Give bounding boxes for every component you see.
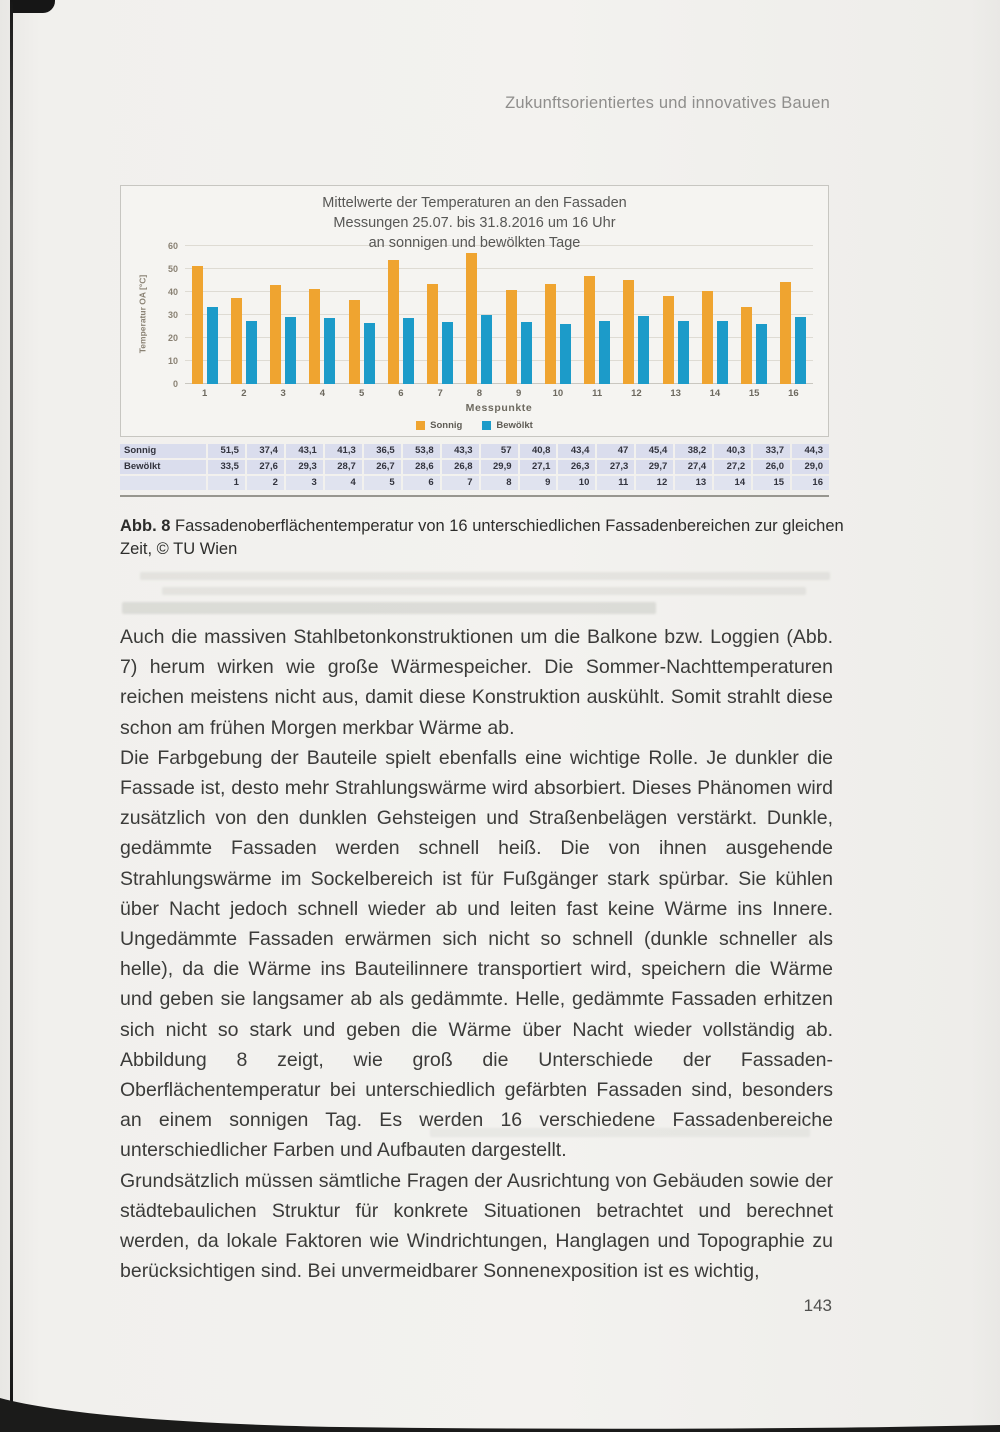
table-index-9: 9 [520,476,557,490]
bar-sonnig-10 [545,284,556,384]
table-index-2: 2 [247,476,284,490]
bleed-through-text [122,572,836,614]
table-index-4: 4 [325,476,362,490]
legend-label-sonnig: Sonnig [430,420,463,431]
x-tick-8: 8 [476,388,483,399]
bar-bewölkt-14 [717,321,728,384]
x-tick-9: 9 [515,388,522,399]
table-sonnig-2: 37,4 [247,444,284,458]
legend-swatch-bewölkt [482,421,491,430]
y-tick-10: 10 [167,356,178,366]
table-bewölkt-13: 27,4 [675,460,712,474]
figure-caption-text: Fassadenoberflächentemperatur von 16 unterschiedlichen Fassadenbereichen zur gleichen Zeit, © TU Wien [120,517,844,558]
table-sonnig-15: 33,7 [753,444,790,458]
running-header: Zukunftsorientiertes und innovatives Bauen [505,94,830,112]
legend-label-bewölkt: Bewölkt [496,420,533,431]
bar-sonnig-11 [584,276,595,384]
x-tick-4: 4 [319,388,326,399]
table-sonnig-7: 43,3 [442,444,479,458]
bar-group-12 [617,246,656,384]
x-tick-5: 5 [358,388,365,399]
table-index-16: 16 [792,476,829,490]
chart-legend [121,420,828,431]
table-bewölkt-11: 27,3 [597,460,634,474]
table-index-10: 10 [558,476,595,490]
bar-sonnig-12 [623,280,634,384]
bar-bewölkt-1 [207,307,218,384]
chart-title-line3: an sonnigen und bewölkten Tage [368,235,581,251]
bar-group-2 [224,246,263,384]
y-tick-0: 0 [172,379,178,389]
bar-bewölkt-16 [795,317,806,384]
bar-sonnig-3 [270,285,281,384]
y-tick-20: 20 [167,333,178,343]
table-bewölkt-4: 28,7 [325,460,362,474]
paragraph-2: Die Farbgebung der Bauteile spielt ebenfalls eine wichtige Rolle. Je dunkler die Fassade ist, desto mehr Strahlungswärme wird absorbiert. Dieses Phänomen wird zusätzlich von den dunklen Gehsteigen und Straßenbelägen verstärkt. Dunkle, gedämmte Fassaden werden schnell heiß. Die von ihnen ausgehende Strahlungswärme im Sockelbereich ist für Fußgänger stark spürbar. Sie kühlen über Nacht jedoch schnell wieder ab und leiten fast keine Wärme ins Innere. Ungedämmte Fassaden erwärmen sich nicht so schnell (dunkle schneller als helle), da die Wärme ins Bauteilinnere transportiert wird, speichern die Wärme und geben sie langsamer ab als gedämmte. Helle, gedämmte Fassaden erhitzen sich nicht so stark und geben die Wärme über Nacht wieder vollständig ab. Abbildung 8 zeigt, wie groß die Unterschiede der Fassaden-Oberflächentemperatur bei unterschiedlich gefärbten Fassaden sind, besonders an einem sonnigen Tag. Es werden 16 verschiedene Fassadenbereiche unterschiedlicher Farben und Aufbauten dargestellt. [120,746,833,1162]
x-tick-1: 1 [201,388,208,399]
bar-group-3 [264,246,303,384]
table-bewölkt-3: 29,3 [286,460,323,474]
figure-caption [120,515,844,560]
table-sonnig-13: 38,2 [675,444,712,458]
table-bewölkt-12: 29,7 [636,460,673,474]
x-tick-6: 6 [398,388,404,399]
table-index-3: 3 [286,476,323,490]
x-tick-2: 2 [241,388,247,399]
y-tick-50: 50 [167,264,178,274]
x-tick-3: 3 [280,388,286,399]
chart-data-table [120,444,829,490]
table-bewölkt-6: 28,6 [403,460,440,474]
bar-group-15 [735,246,774,384]
bar-sonnig-2 [231,298,242,384]
bar-group-7 [421,246,460,384]
table-sonnig-6: 53,8 [403,444,440,458]
table-bewölkt-14: 27,2 [714,460,751,474]
x-tick-13: 13 [670,388,681,399]
table-sonnig-16: 44,3 [792,444,829,458]
table-bewölkt-9: 27,1 [520,460,557,474]
facade-temperature-chart [120,185,829,437]
bar-bewölkt-11 [599,321,610,384]
y-tick-40: 40 [167,287,178,297]
bar-group-4 [303,246,342,384]
table-sonnig-9: 40,8 [520,444,557,458]
paragraph-3: Grundsätzlich müssen sämtliche Fragen der Ausrichtung von Gebäuden sowie der städtebaulichen Struktur für konkrete Situationen betrachtet und berechnet werden, da lokale Faktoren wie Windrichtungen, Hanglagen und Topographie zu berücksichtigen sind. Bei unvermeidbarer Sonnenexposition ist es wichtig, [120,1169,833,1283]
table-sonnig-3: 43,1 [286,444,323,458]
table-index-13: 13 [675,476,712,490]
page-bottom-edge-shadow [0,1380,1000,1432]
table-index-14: 14 [714,476,751,490]
legend-item-sonnig [416,420,462,431]
table-bewölkt-10: 26,3 [558,460,595,474]
legend-swatch-sonnig [416,421,425,430]
x-axis-tick-labels [185,388,813,399]
bar-group-1 [185,246,224,384]
bar-bewölkt-3 [285,317,296,384]
y-tick-60: 60 [167,241,178,251]
bar-bewölkt-2 [246,321,257,384]
bar-bewölkt-9 [521,322,532,384]
bar-sonnig-1 [192,266,203,384]
table-bewölkt-7: 26,8 [442,460,479,474]
table-sonnig-4: 41,3 [325,444,362,458]
bar-sonnig-15 [741,307,752,385]
table-sonnig-11: 47 [597,444,634,458]
table-bewölkt-8: 29,9 [481,460,518,474]
table-index-6: 6 [403,476,440,490]
chart-title-line1: Mittelwerte der Temperaturen an den Fassaden [322,195,627,211]
bar-group-6 [381,246,420,384]
table-index-15: 15 [753,476,790,490]
x-tick-15: 15 [748,388,760,399]
bar-group-11 [578,246,617,384]
bar-bewölkt-4 [324,318,335,384]
table-bewölkt-1: 33,5 [208,460,245,474]
x-tick-14: 14 [709,388,721,399]
table-index-5: 5 [364,476,401,490]
bar-sonnig-14 [702,291,713,384]
table-index-8: 8 [481,476,518,490]
x-axis-title: Messpunkte [465,402,533,414]
bar-sonnig-8 [466,253,477,384]
table-index-label [120,476,206,490]
table-bewölkt-5: 26,7 [364,460,401,474]
bar-sonnig-16 [780,282,791,384]
table-index-1: 1 [208,476,245,490]
bar-bewölkt-5 [364,323,375,384]
bar-group-5 [342,246,381,384]
x-tick-7: 7 [437,388,443,399]
x-tick-16: 16 [788,388,799,399]
bar-sonnig-7 [427,284,438,384]
bar-sonnig-13 [663,296,674,384]
table-sonnig-8: 57 [481,444,518,458]
bar-sonnig-4 [309,289,320,384]
table-sonnig-1: 51,5 [208,444,245,458]
bar-group-16 [774,246,813,384]
y-tick-30: 30 [167,310,178,320]
figure-caption-label: Abb. 8 [120,517,171,535]
scan-corner-mark [13,0,55,13]
bar-sonnig-9 [506,290,517,384]
bar-sonnig-5 [349,300,360,384]
table-index-7: 7 [442,476,479,490]
bar-bewölkt-10 [560,324,571,384]
table-sonnig-12: 45,4 [636,444,673,458]
table-index-11: 11 [597,476,634,490]
table-index-12: 12 [636,476,673,490]
bar-bewölkt-15 [756,324,767,384]
chart-title-line2: Messungen 25.07. bis 31.8.2016 um 16 Uhr [333,215,616,231]
x-tick-11: 11 [592,388,603,399]
table-sonnig-14: 40,3 [714,444,751,458]
table-sonnig-5: 36,5 [364,444,401,458]
bar-bewölkt-6 [403,318,414,384]
table-bewölkt-15: 26,0 [753,460,790,474]
bar-bewölkt-8 [481,315,492,384]
bar-group-14 [695,246,734,384]
bar-bewölkt-13 [678,321,689,384]
table-rowlabel-sonnig: Sonnig [120,444,206,458]
x-tick-12: 12 [631,388,642,399]
paragraph-1: Auch die massiven Stahlbetonkonstruktionen um die Balkone bzw. Loggien (Abb. 7) herum wirken wie große Wärmespeicher. Die Sommer-Nachttemperaturen reichen meistens nicht aus, damit diese Konstruktion auskühlt. Somit strahlt diese schon am frühen Morgen merkbar Wärme ab. [120,626,833,739]
y-axis-label: Temperatur OA [°C] [137,274,147,354]
table-bewölkt-16: 29,0 [792,460,829,474]
legend-item-bewölkt [482,420,532,431]
bar-bewölkt-12 [638,316,649,384]
bar-group-9 [499,246,538,384]
bar-sonnig-6 [388,260,399,384]
body-text [120,622,833,1286]
table-rowlabel-bewölkt: Bewölkt [120,460,206,474]
page-number: 143 [803,1296,832,1315]
bar-group-10 [538,246,577,384]
x-tick-10: 10 [552,388,564,399]
bars-row [185,246,813,384]
bar-group-8 [460,246,499,384]
chart-title [121,193,828,253]
table-bottom-rule [120,495,829,497]
table-bewölkt-2: 27,6 [247,460,284,474]
table-sonnig-10: 43,4 [558,444,595,458]
bar-group-13 [656,246,695,384]
bar-bewölkt-7 [442,322,453,384]
book-spine-shadow [10,0,13,1432]
